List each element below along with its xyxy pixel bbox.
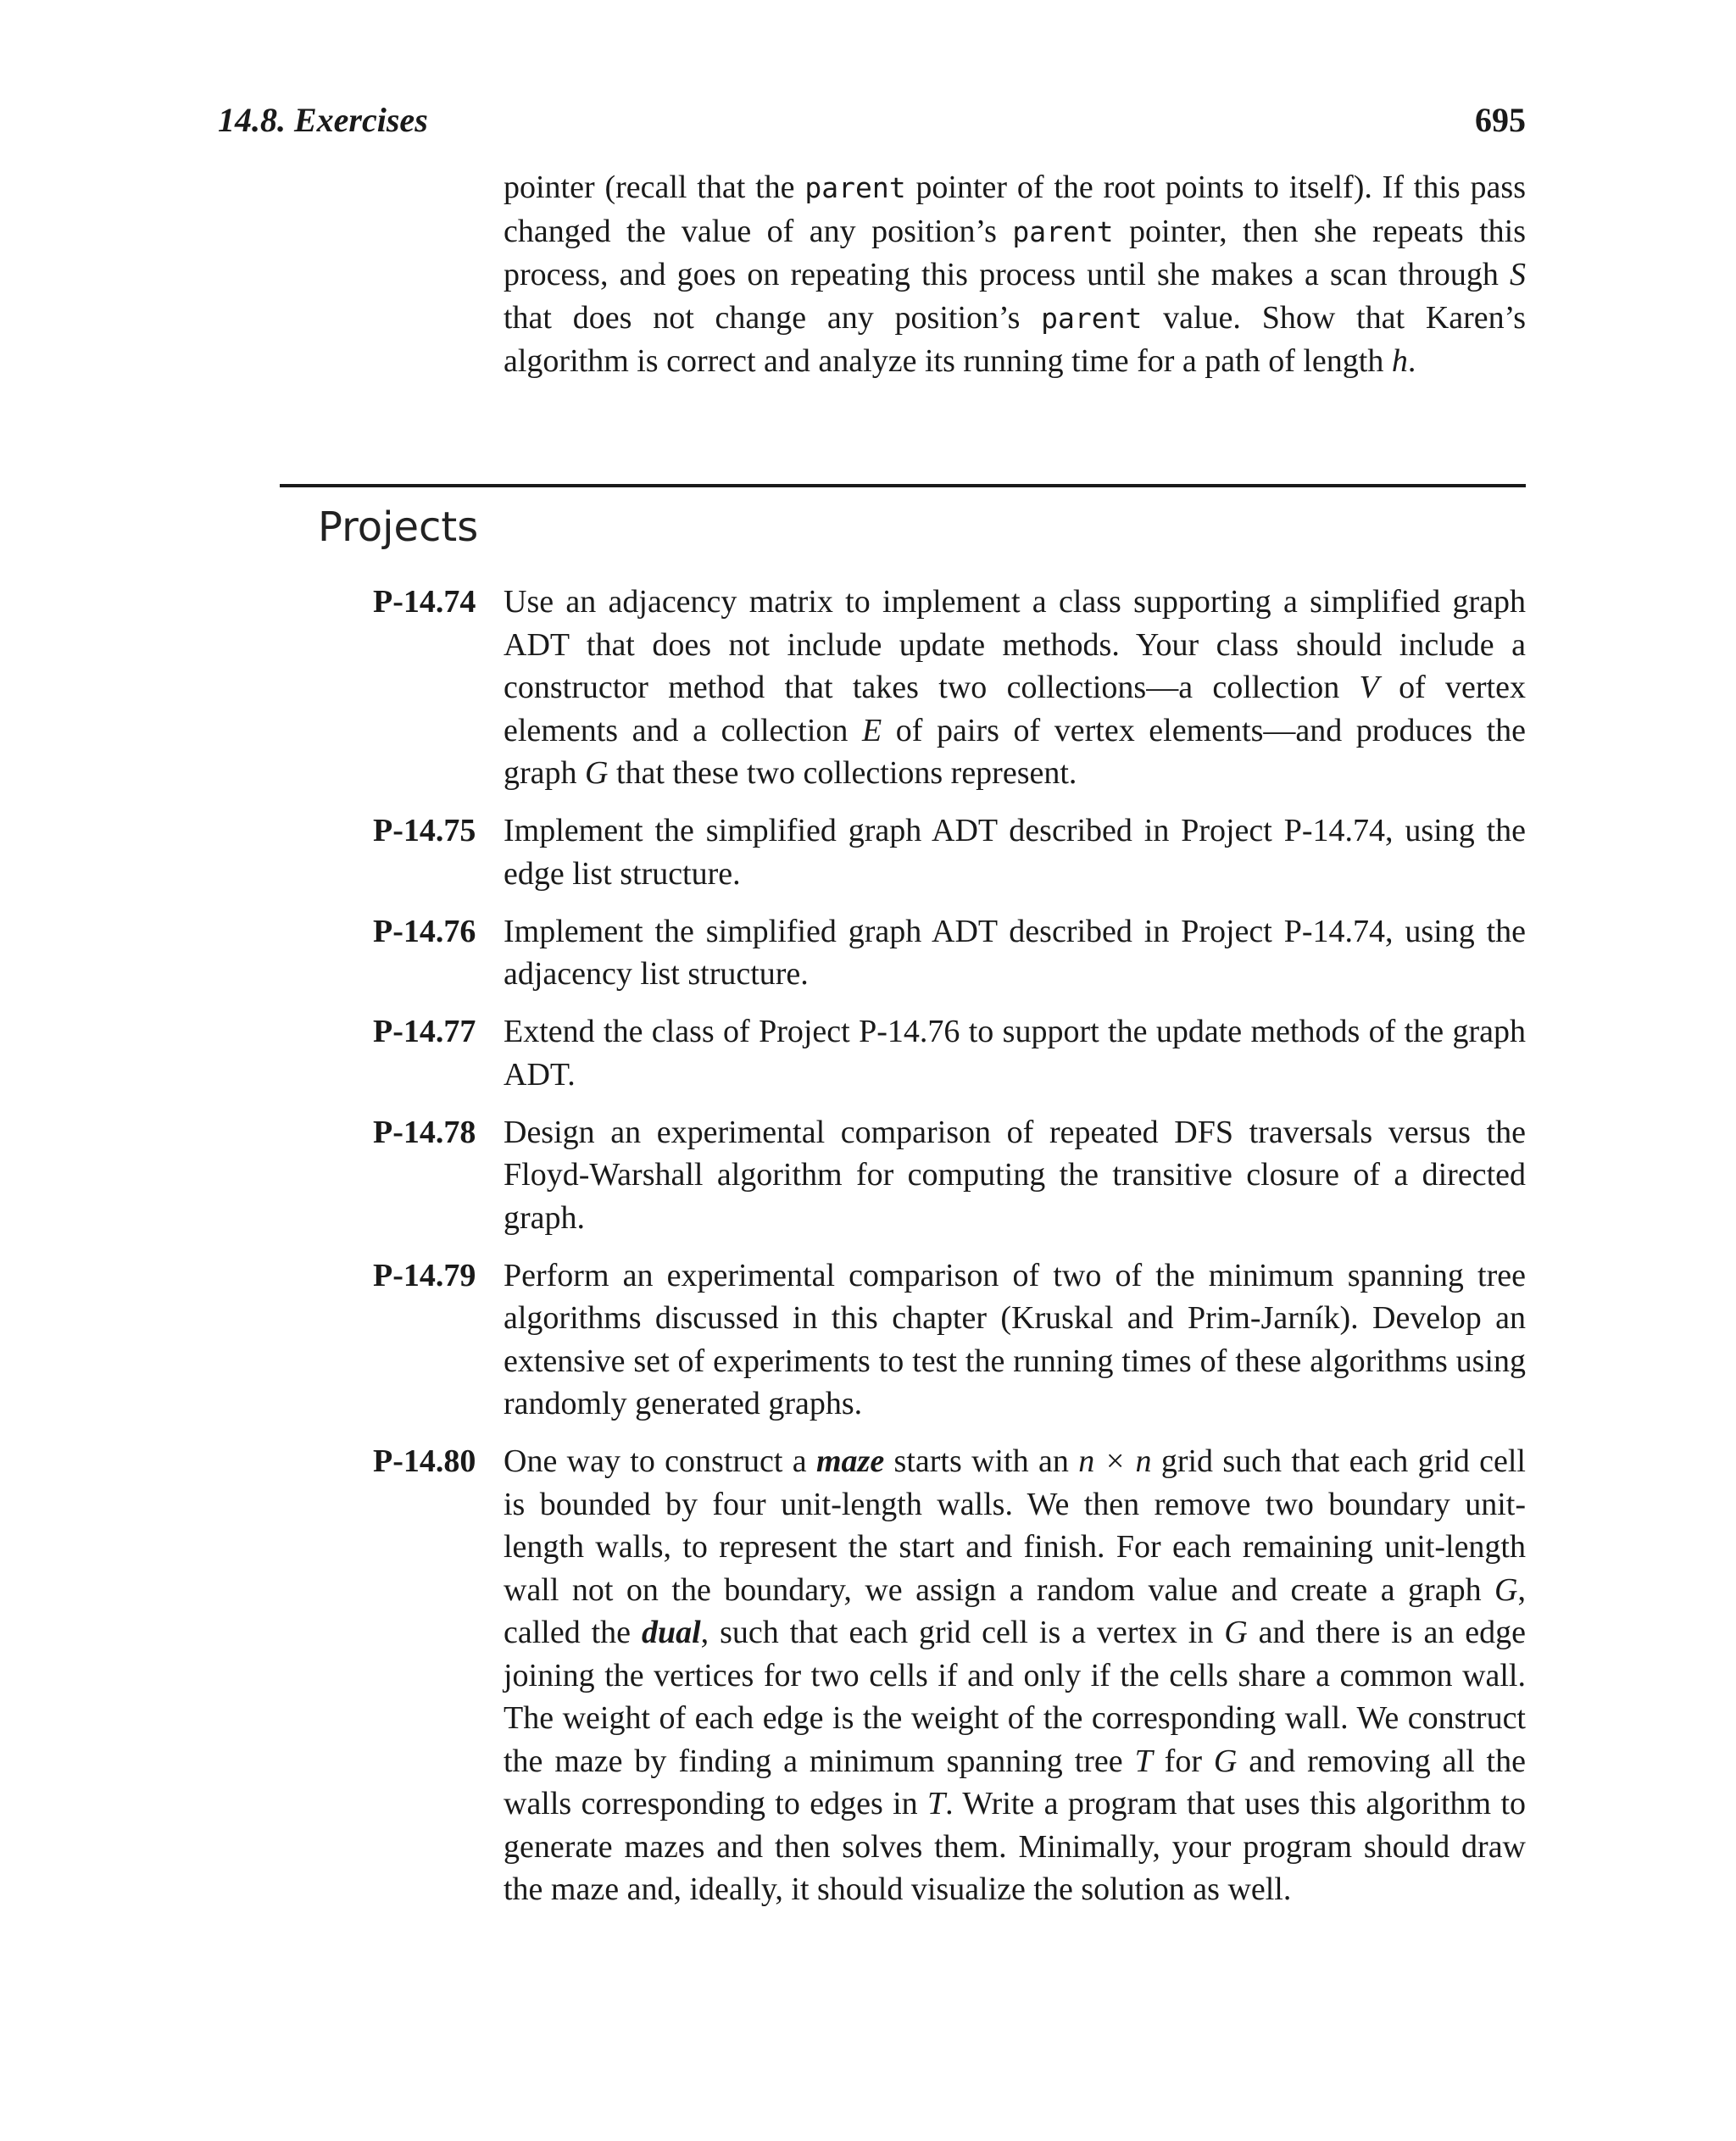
text-run: that these two collections represent.: [608, 755, 1077, 791]
defined-term: maze: [816, 1443, 885, 1479]
text-run: pointer of the root points to itself). If this pass changed the value of any position’s: [504, 170, 1526, 249]
project-text: Design an experimental comparison of repeated DFS traversals versus the Floyd-Warshall algorithm for computing the transitive closure of a directed graph.: [504, 1114, 1526, 1236]
text-run: . Write a program that uses this algorithm to generate mazes and then solves them. Minimally, your program should draw the maze and, ideally, it should visualize the solution as well.: [504, 1786, 1527, 1907]
project-label: P-14.76: [373, 913, 476, 949]
project-label: P-14.78: [373, 1114, 476, 1150]
projects-heading: Projects: [318, 503, 479, 551]
project-item: [373, 910, 1526, 996]
math-expression: n × n: [1078, 1443, 1152, 1479]
project-label: P-14.80: [373, 1443, 476, 1479]
text-run: of pairs of vertex elements—and produces the graph: [504, 712, 1526, 791]
project-item: [373, 1440, 1526, 1911]
math-var: h: [1391, 343, 1408, 379]
project-text: Implement the simplified graph ADT described in Project P-14.74, using the adjacency list structure.: [504, 913, 1526, 992]
math-var: T: [1134, 1743, 1153, 1779]
math-var: G: [1224, 1615, 1248, 1650]
code-term: parent: [1041, 301, 1143, 335]
project-label: P-14.74: [373, 584, 476, 620]
text-run: , such that each grid cell is a vertex in: [700, 1615, 1225, 1650]
code-term: parent: [804, 171, 906, 204]
code-term: parent: [1012, 214, 1114, 248]
section-title: 14.8. Exercises: [218, 101, 428, 139]
math-var: E: [862, 712, 882, 748]
math-var: S: [1510, 257, 1526, 292]
running-head: [218, 95, 1526, 146]
project-text: [504, 1440, 1526, 1911]
project-item: [373, 1010, 1526, 1096]
text-run: .: [1407, 343, 1416, 379]
text-run: One way to construct a: [504, 1443, 816, 1479]
text-run: that does not change any position’s: [504, 299, 1042, 336]
math-var: G: [1213, 1743, 1238, 1779]
text-run: starts with an: [884, 1443, 1079, 1479]
text-run: pointer, then she repeats this process, and goes on repeating this process until she makes a scan through: [504, 213, 1527, 292]
text-run: , called the: [504, 1571, 1526, 1650]
text-run: value. Show that Karen’s algorithm is correct and analyze its running time for a path of length: [504, 299, 1526, 379]
text-run: and there is an edge joining the vertices for two cells if and only if the cells share a common wall. The weight of each edge is the weight of the corresponding wall. We construct the maze by finding a minimum spanning tree: [504, 1615, 1526, 1779]
project-item: [373, 581, 1526, 795]
math-var: G: [1494, 1571, 1518, 1608]
text-run: for: [1152, 1743, 1214, 1779]
project-text: Implement the simplified graph ADT described in Project P-14.74, using the edge list structure.: [504, 813, 1526, 892]
project-item: [373, 1254, 1526, 1426]
project-item: [373, 809, 1526, 895]
project-item: [373, 1111, 1526, 1240]
project-label: P-14.77: [373, 1014, 476, 1049]
math-var: T: [927, 1786, 946, 1821]
projects-list: [373, 581, 1526, 1926]
project-label: P-14.75: [373, 813, 476, 848]
math-var: V: [1359, 670, 1379, 705]
text-run: grid such that each grid cell is bounded by four unit-length walls. We then remove two boundary unit-length walls, to represent the start and finish. For each remaining unit-length wall not on the boundary, we assign a random value and create a graph: [504, 1443, 1526, 1608]
page-number: 695: [1475, 101, 1526, 139]
text-run: pointer (recall that the: [504, 170, 805, 205]
project-text: Extend the class of Project P-14.76 to support the update methods of the graph ADT.: [504, 1014, 1526, 1093]
text-run: and removing all the walls corresponding to edges in: [504, 1743, 1526, 1821]
carryover-paragraph: [504, 166, 1526, 383]
section-rule: [280, 484, 1526, 487]
defined-term: dual: [641, 1615, 701, 1650]
project-text: Perform an experimental comparison of two of the minimum spanning tree algorithms discussed in this chapter (Kruskal and Prim-Jarník). Develop an extensive set of experiments to test the running times of these algorithms using randomly generated graphs.: [504, 1257, 1526, 1421]
text-run: Use an adjacency matrix to implement a class supporting a simplified graph ADT that does not include update methods. Your class should include a constructor method that takes two collections—a collection: [504, 584, 1526, 705]
project-text: [504, 581, 1526, 795]
project-label: P-14.79: [373, 1257, 476, 1293]
math-var: G: [585, 755, 609, 791]
text-run: of vertex elements and a collection: [504, 670, 1526, 748]
